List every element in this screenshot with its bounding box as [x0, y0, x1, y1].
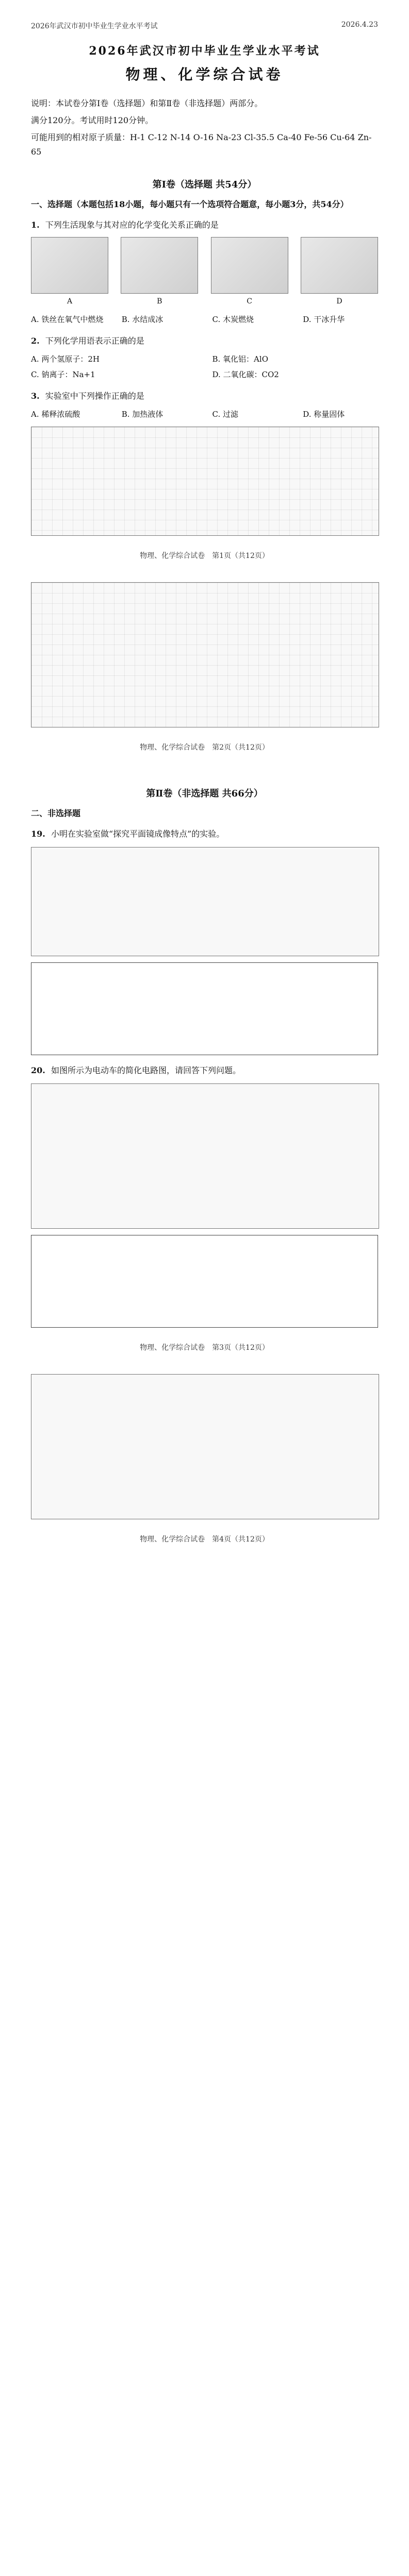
question-image — [301, 237, 378, 294]
question-number: 20. — [31, 1065, 45, 1076]
question-20-diagram — [31, 1083, 379, 1229]
page-footer: 物理、化学综合试卷 第4页（共12页） — [140, 1535, 269, 1544]
chart-diagram — [31, 582, 379, 727]
notice-line: 满分120分。考试用时120分钟。 — [31, 115, 154, 126]
option-d: D. 干冰升华 — [303, 314, 345, 324]
question-1-images — [31, 237, 378, 308]
page-footer: 物理、化学综合试卷 第3页（共12页） — [140, 1344, 269, 1352]
option-b: B. 水结成冰 — [121, 314, 163, 324]
header-right: 2026.4.23 — [341, 21, 378, 29]
exam-title: 2026年武汉市初中毕业生学业水平考试 — [89, 44, 320, 58]
page-header — [31, 21, 378, 31]
option-b: B. 加热液体 — [121, 410, 163, 419]
question-number: 1. — [31, 219, 40, 230]
notice-line: 可能用到的相对原子质量：H-1 C-12 N-14 O-16 Na-23 Cl-35.5 Ca-40 Fe-56 Cu-64 Zn-65 — [31, 132, 372, 157]
experiment-diagram — [31, 427, 379, 536]
header-left: 2026年武汉市初中毕业生学业水平考试 — [31, 22, 158, 30]
diagram-grid — [31, 427, 379, 535]
option-d: D. 二氧化碳：CO2 — [212, 369, 279, 379]
question-text: 下列生活现象与其对应的化学变化关系正确的是 — [45, 219, 219, 230]
option-a: A. 稀释浓硫酸 — [31, 410, 80, 419]
exam-notice — [31, 96, 378, 159]
question-3 — [31, 389, 378, 420]
question-20 — [31, 1063, 378, 1328]
image-option-c — [211, 237, 288, 308]
section-1-part: 一、选择题（本题包括18小题，每小题只有一个选项符合题意，每小题3分，共54分） — [31, 199, 349, 209]
spacer — [31, 1352, 378, 1368]
image-option-b — [121, 237, 198, 308]
option-c: C. 过滤 — [212, 410, 238, 419]
question-19 — [31, 827, 378, 1055]
option-c: C. 钠离子：Na+1 — [31, 369, 95, 379]
image-option-a — [31, 237, 108, 308]
question-image — [121, 237, 198, 294]
section-2-title: 第Ⅱ卷（非选择题 共66分） — [146, 788, 263, 800]
image-caption: A — [67, 297, 73, 306]
question-1 — [31, 218, 378, 326]
section-1-title: 第Ⅰ卷（选择题 共54分） — [152, 179, 257, 190]
page-footer: 物理、化学综合试卷 第2页（共12页） — [140, 743, 269, 752]
question-text: 小明在实验室做“探究平面镜成像特点”的实验。 — [51, 829, 225, 839]
option-d: D. 称量固体 — [303, 410, 345, 419]
question-number: 19. — [31, 829, 45, 839]
exam-subtitle: 物理、化学综合试卷 — [125, 66, 284, 83]
spacer — [31, 752, 378, 768]
answer-box — [31, 1235, 378, 1328]
question-number: 3. — [31, 391, 40, 401]
question-text: 实验室中下列操作正确的是 — [45, 391, 144, 401]
question-2-options — [31, 353, 378, 381]
question-text: 如图所示为电动车的简化电路图，请回答下列问题。 — [51, 1065, 241, 1076]
option-b: B. 氧化铝：AlO — [212, 354, 268, 364]
question-image — [31, 237, 108, 294]
section-2-part: 二、非选择题 — [31, 808, 81, 819]
option-a: A. 两个氢原子：2H — [31, 354, 100, 364]
image-caption: B — [157, 297, 162, 306]
page-footer: 物理、化学综合试卷 第1页（共12页） — [140, 552, 269, 561]
notice-line: 说明：本试卷分第Ⅰ卷（选择题）和第Ⅱ卷（非选择题）两部分。 — [31, 98, 263, 108]
question-3-options — [31, 408, 378, 420]
image-option-d — [301, 237, 378, 308]
image-caption: D — [336, 297, 342, 306]
question-image — [211, 237, 288, 294]
answer-box — [31, 962, 378, 1055]
image-caption: C — [247, 297, 253, 306]
circuit-diagram — [31, 1374, 379, 1519]
question-number: 2. — [31, 335, 40, 346]
option-c: C. 木炭燃烧 — [212, 314, 254, 324]
spacer — [31, 561, 378, 576]
option-a: A. 铁丝在氧气中燃烧 — [31, 314, 104, 324]
question-text: 下列化学用语表示正确的是 — [45, 335, 144, 346]
question-1-options — [31, 313, 378, 326]
diagram-grid — [31, 583, 379, 727]
question-2 — [31, 334, 378, 381]
question-19-diagram — [31, 847, 379, 956]
